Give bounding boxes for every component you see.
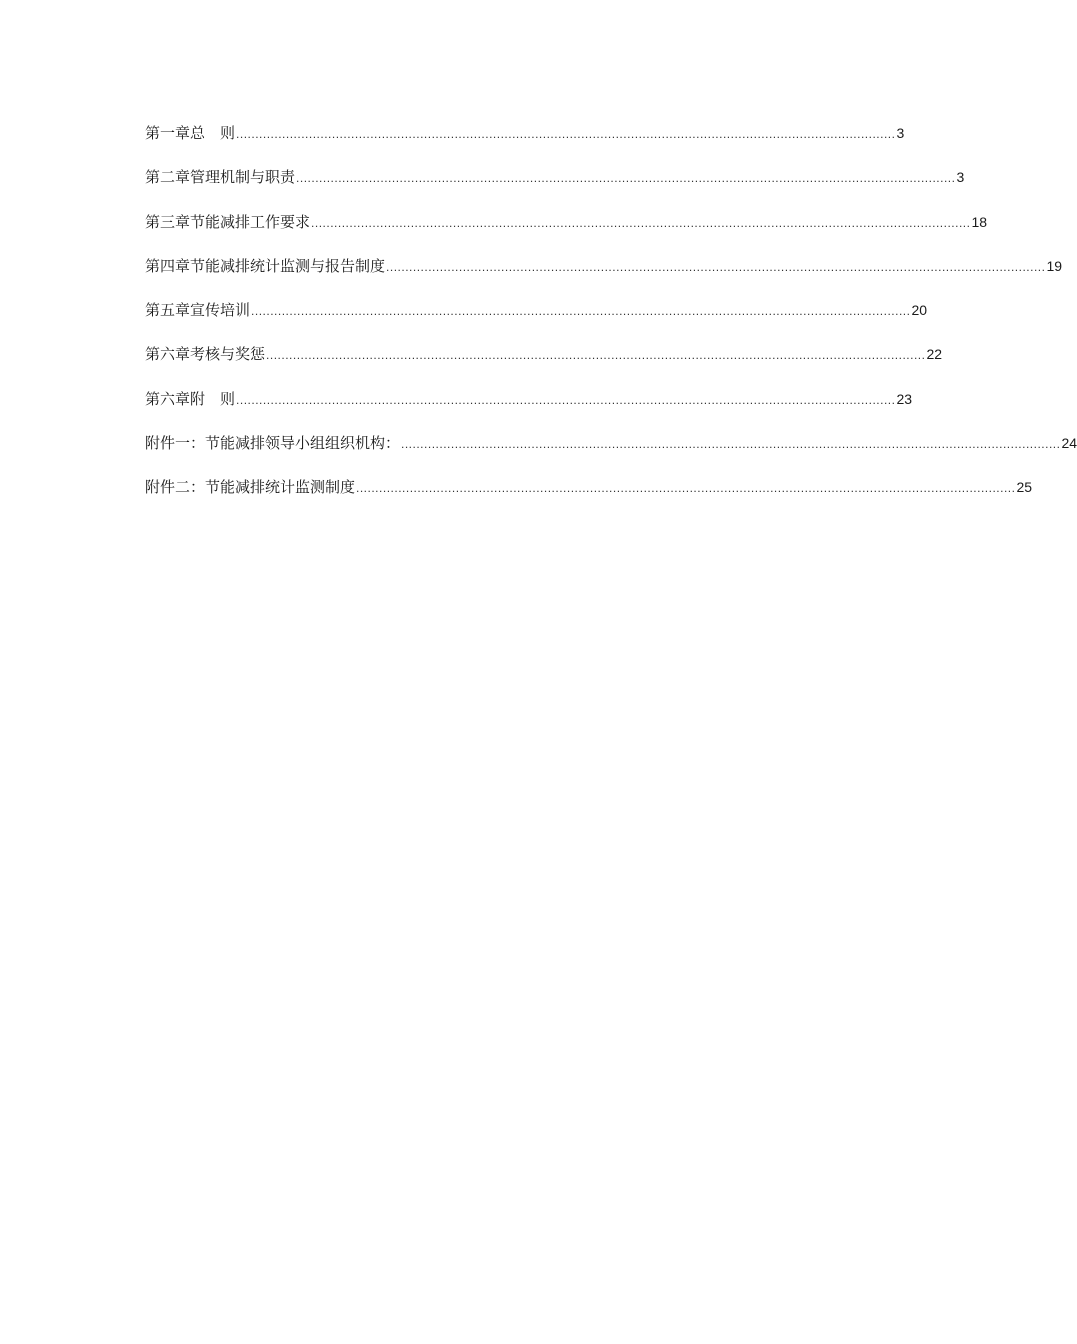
page-number: 18 [971, 213, 988, 230]
chapter-number: 第二章 [145, 168, 191, 187]
dot-leader: ............................................................................................................................................................................ [236, 392, 896, 407]
chapter-number: 第六章 [145, 389, 191, 408]
toc-appendix-entry[interactable] [145, 476, 1033, 520]
chapter-number: 第一章 [145, 124, 191, 142]
chapter-title: 总 则 [190, 124, 236, 142]
page-number: 23 [896, 390, 913, 407]
chapter-title: 考核与奖惩 [190, 345, 266, 364]
dot-leader: ............................................................................................................................................................................ [311, 215, 971, 230]
appendix-title: 附件一：节能减排领导小组组织机构： [145, 434, 401, 453]
dot-leader: ............................................................................................................................................................................ [401, 437, 1061, 452]
toc-entry[interactable] [145, 388, 913, 432]
page-number: 3 [956, 169, 965, 186]
toc-entry[interactable] [145, 343, 943, 387]
toc-entry[interactable] [145, 211, 988, 255]
chapter-number: 第五章 [145, 301, 191, 320]
chapter-number: 第三章 [145, 212, 191, 231]
toc-entry[interactable] [145, 166, 965, 210]
dot-leader: ............................................................................................................................................................................ [386, 259, 1046, 274]
page-number: 25 [1016, 479, 1033, 496]
chapter-title: 宣传培训 [190, 301, 251, 320]
chapter-title: 节能减排工作要求 [190, 212, 311, 231]
chapter-number: 第六章 [145, 345, 191, 364]
dot-leader: ............................................................................................................................................................................ [356, 481, 1016, 496]
chapter-title: 管理机制与职责 [190, 168, 296, 187]
toc-appendix-entry[interactable] [145, 432, 1077, 476]
page-number: 19 [1046, 257, 1063, 274]
toc-entry[interactable] [145, 255, 1063, 299]
chapter-number: 第四章 [145, 256, 191, 275]
dot-leader: ............................................................................................................................................................................ [236, 127, 896, 141]
page-number: 3 [896, 125, 905, 141]
dot-leader: ............................................................................................................................................................................ [296, 171, 956, 186]
page-number: 24 [1061, 435, 1077, 452]
appendix-title: 附件二：节能减排统计监测制度 [145, 478, 356, 497]
chapter-title: 附 则 [190, 389, 236, 408]
page-number: 20 [911, 302, 928, 319]
toc-entry[interactable] [145, 122, 905, 166]
dot-leader: ............................................................................................................................................................................ [251, 304, 911, 319]
chapter-title: 节能减排统计监测与报告制度 [190, 256, 386, 275]
dot-leader: ............................................................................................................................................................................ [266, 348, 926, 363]
table-of-contents [145, 122, 1077, 521]
page-number: 22 [926, 346, 943, 363]
toc-entry[interactable] [145, 299, 928, 343]
